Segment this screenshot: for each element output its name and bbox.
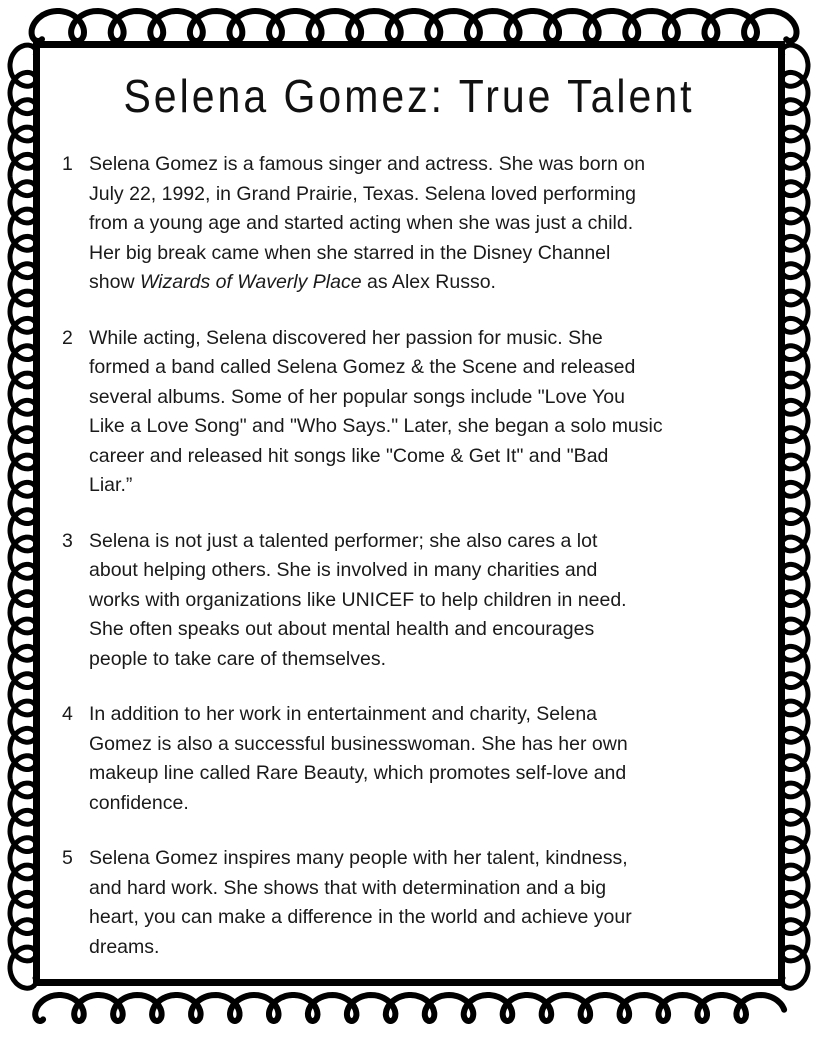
text-line: from a young age and started acting when she was just a child.	[89, 212, 634, 234]
text-line: formed a band called Selena Gomez & the Scene and released	[89, 356, 636, 378]
paragraph-number: 3	[62, 529, 73, 552]
text-line: works with organizations like UNICEF to help children in need.	[89, 588, 627, 611]
paragraph-number: 2	[62, 326, 73, 349]
text-line: Like a Love Song" and "Who Says." Later, she began a solo music	[89, 415, 663, 437]
page-frame	[33, 41, 785, 986]
paragraph	[62, 844, 756, 962]
paragraph	[62, 150, 756, 298]
text-line: Selena Gomez inspires many people with her talent, kindness,	[89, 847, 628, 869]
paragraph-text	[89, 527, 756, 675]
text-line: Gomez is also a successful businesswoman. She has her own	[89, 732, 628, 755]
text-line: She often speaks out about mental health and encourages	[89, 618, 595, 640]
text-line: and hard work. She shows that with determination and a big	[89, 876, 607, 899]
paragraph-list	[62, 150, 756, 962]
text-line: about helping others. She is involved in many charities and	[89, 559, 598, 581]
text-line: makeup line called Rare Beauty, which promotes self-love and	[89, 762, 627, 784]
text-line: confidence.	[89, 791, 189, 814]
text-line: several albums. Some of her popular songs include "Love You	[89, 385, 625, 408]
page-title: Selena Gomez: True Talent	[123, 70, 695, 123]
paragraph-number: 1	[62, 153, 73, 175]
paragraph	[62, 700, 756, 818]
text-line: people to take care of themselves.	[89, 647, 387, 670]
text-line: Selena Gomez is a famous singer and actress. She was born on	[89, 153, 646, 175]
text-line: In addition to her work in entertainment and charity, Selena	[89, 703, 598, 725]
text-line: Liar.”	[89, 474, 133, 496]
paragraph	[62, 527, 756, 675]
text-line: July 22, 1992, in Grand Prairie, Texas. Selena loved performing	[89, 182, 637, 205]
paragraph-number: 4	[62, 703, 73, 725]
text-line: show Wizards of Waverly Place as Alex Russo.	[89, 271, 496, 293]
paragraph	[62, 324, 756, 501]
text-line: While acting, Selena discovered her passion for music. She	[89, 326, 603, 349]
page-content	[40, 48, 778, 979]
paragraph-text	[89, 700, 756, 818]
paragraph-text	[89, 324, 756, 501]
text-line: Selena is not just a talented performer; she also cares a lot	[89, 529, 598, 552]
paragraph-number: 5	[62, 847, 73, 869]
text-line: Her big break came when she starred in the Disney Channel	[89, 241, 611, 264]
paragraph-text	[89, 150, 756, 298]
paragraph-text	[89, 844, 756, 962]
text-line: heart, you can make a difference in the world and achieve your	[89, 906, 632, 928]
text-line: career and released hit songs like "Come & Get It" and "Bad	[89, 444, 609, 467]
text-line: dreams.	[89, 935, 160, 958]
